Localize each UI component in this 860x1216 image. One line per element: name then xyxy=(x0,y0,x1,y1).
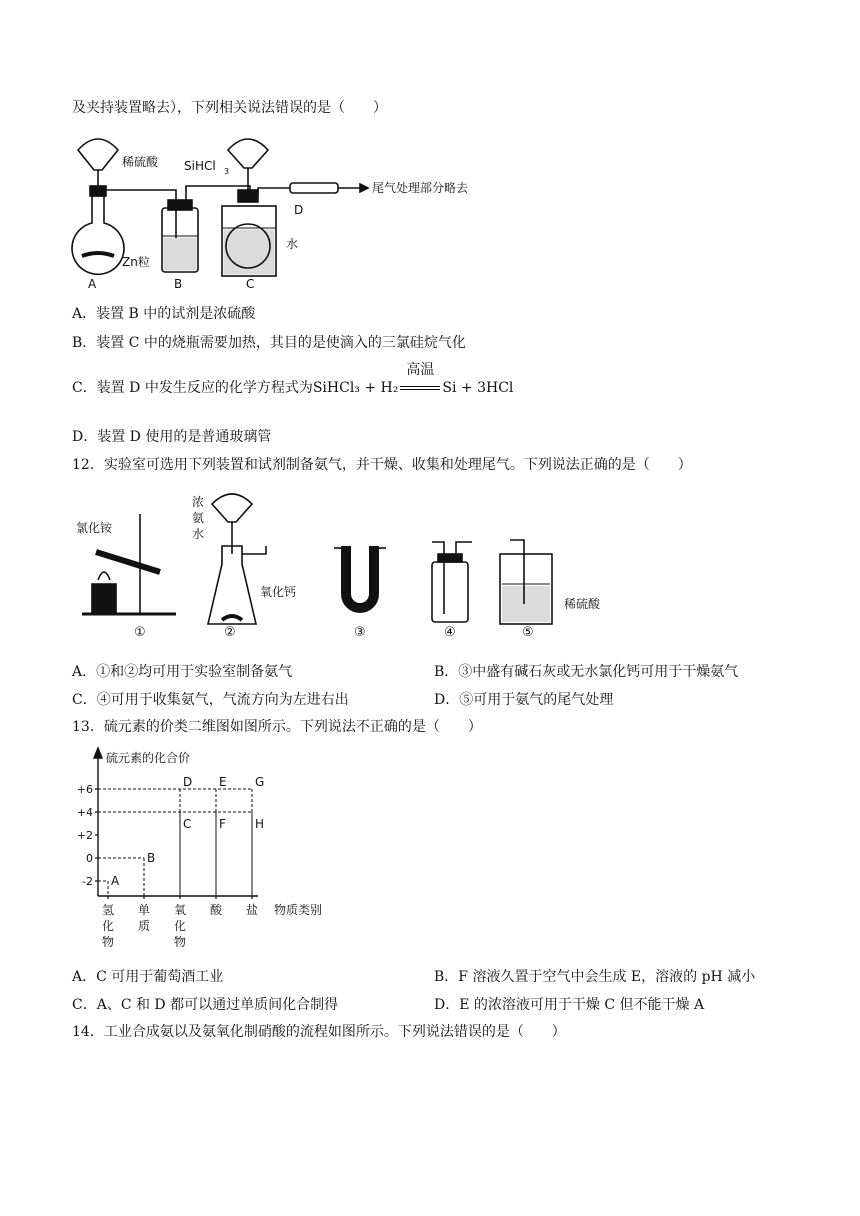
label-dilute-acid-2: 稀硫酸 xyxy=(564,597,601,611)
x-tick-label: 化 xyxy=(101,919,115,933)
q13-option-b: B．F 溶液久置于空气中会生成 E，溶液的 pH 减小 xyxy=(434,969,756,985)
x-axis-label: 物质类别 xyxy=(274,903,323,917)
q13-option-c: C．A、C 和 D 都可以通过单质间化合制得 xyxy=(72,997,339,1013)
q13-option-a: A．C 可用于葡萄酒工业 xyxy=(72,969,224,985)
equation-condition-label: 高温 xyxy=(406,362,435,378)
equation-equals-sign xyxy=(400,386,440,390)
q11-option-b: B．装置 C 中的烧瓶需要加热，其目的是使滴入的三氯硅烷气化 xyxy=(72,335,466,351)
apparatus-5-number: ⑤ xyxy=(522,625,534,640)
point-label-e: E xyxy=(219,775,227,789)
y-axis-label: 硫元素的化合价 xyxy=(106,751,191,765)
q13-option-d: D．E 的浓溶液可用于干燥 C 但不能干燥 A xyxy=(434,997,705,1013)
q12-stem: 12．实验室可选用下列装置和试剂制备氨气，并干燥、收集和处理尾气。下列说法正确的是（ ） xyxy=(72,457,692,473)
q11-option-a: A．装置 B 中的试剂是浓硫酸 xyxy=(72,306,256,322)
point-label-f: F xyxy=(219,817,226,831)
y-tick-label: -2 xyxy=(82,875,93,888)
label-b: B xyxy=(174,277,183,291)
x-tick-label: 氧 xyxy=(173,903,187,917)
label-d: D xyxy=(294,203,304,217)
point-label-a: A xyxy=(111,874,120,888)
x-tick-label: 质 xyxy=(137,919,151,933)
sulfur-valence-chart xyxy=(72,746,352,960)
x-tick-label: 物 xyxy=(173,935,187,949)
q12-option-b: B．③中盛有碱石灰或无水氯化钙可用于干燥氨气 xyxy=(434,664,739,680)
q11-option-c-prefix: C．装置 D 中发生反应的化学方程式为 xyxy=(72,380,313,396)
point-label-b: B xyxy=(147,851,156,865)
label-sihcl3-sub: 3 xyxy=(224,167,230,176)
apparatus-3-number: ③ xyxy=(354,625,366,640)
y-tick-label: +6 xyxy=(76,783,93,796)
label-water: 水 xyxy=(286,237,299,251)
label-tail-gas: 尾气处理部分略去 xyxy=(372,181,469,195)
question-11-stem-tail: 及夹持装置略去），下列相关说法错误的是（ ） xyxy=(72,100,387,116)
label-sihcl3: SiHCl xyxy=(184,159,216,173)
q14-stem: 14．工业合成氨以及氨氧化制硝酸的流程如图所示。下列说法错误的是（ ） xyxy=(72,1024,566,1040)
q12-option-d: D．⑤可用于氨气的尾气处理 xyxy=(434,692,614,708)
label-c: C xyxy=(246,277,255,291)
point-label-h: H xyxy=(255,817,265,831)
label-conc-ammonia-2: 氨 xyxy=(192,511,205,525)
x-tick-label: 酸 xyxy=(209,903,223,917)
y-tick-label: +4 xyxy=(76,806,93,819)
label-a: A xyxy=(88,277,97,291)
q12-apparatus-figure xyxy=(76,484,636,644)
apparatus-1-number: ① xyxy=(134,625,146,640)
q13-stem: 13．硫元素的价类二维图如图所示。下列说法不正确的是（ ） xyxy=(72,719,482,735)
y-tick-label: +2 xyxy=(76,829,93,842)
label-zn: Zn粒 xyxy=(122,255,150,269)
label-nh4cl: 氯化铵 xyxy=(76,521,113,535)
x-tick-label: 氢 xyxy=(101,903,115,917)
y-tick-label: 0 xyxy=(86,852,93,865)
x-tick-label: 物 xyxy=(101,935,115,949)
q12-option-c: C．④可用于收集氨气，气流方向为左进右出 xyxy=(72,692,349,708)
point-label-g: G xyxy=(255,775,265,789)
label-dilute-acid: 稀硫酸 xyxy=(122,155,159,169)
label-cao: 氧化钙 xyxy=(260,585,297,599)
point-label-d: D xyxy=(183,775,193,789)
equation-products: Si + 3HCl xyxy=(442,380,514,396)
x-tick-label: 化 xyxy=(173,919,187,933)
apparatus-4-number: ④ xyxy=(444,625,456,640)
label-conc-ammonia-3: 水 xyxy=(192,527,205,541)
apparatus-2-number: ② xyxy=(224,625,236,640)
x-tick-label: 盐 xyxy=(245,903,259,917)
label-conc-ammonia-1: 浓 xyxy=(192,495,205,509)
equation-reactants: SiHCl₃ + H₂ xyxy=(312,380,399,396)
x-tick-label: 单 xyxy=(137,903,151,917)
q11-apparatus-figure xyxy=(60,128,490,298)
equation-condition xyxy=(400,362,440,398)
point-label-c: C xyxy=(183,817,192,831)
q11-option-d: D．装置 D 使用的是普通玻璃管 xyxy=(72,429,272,445)
q11-option-c xyxy=(72,362,514,398)
q12-option-a: A．①和②均可用于实验室制备氨气 xyxy=(72,664,293,680)
